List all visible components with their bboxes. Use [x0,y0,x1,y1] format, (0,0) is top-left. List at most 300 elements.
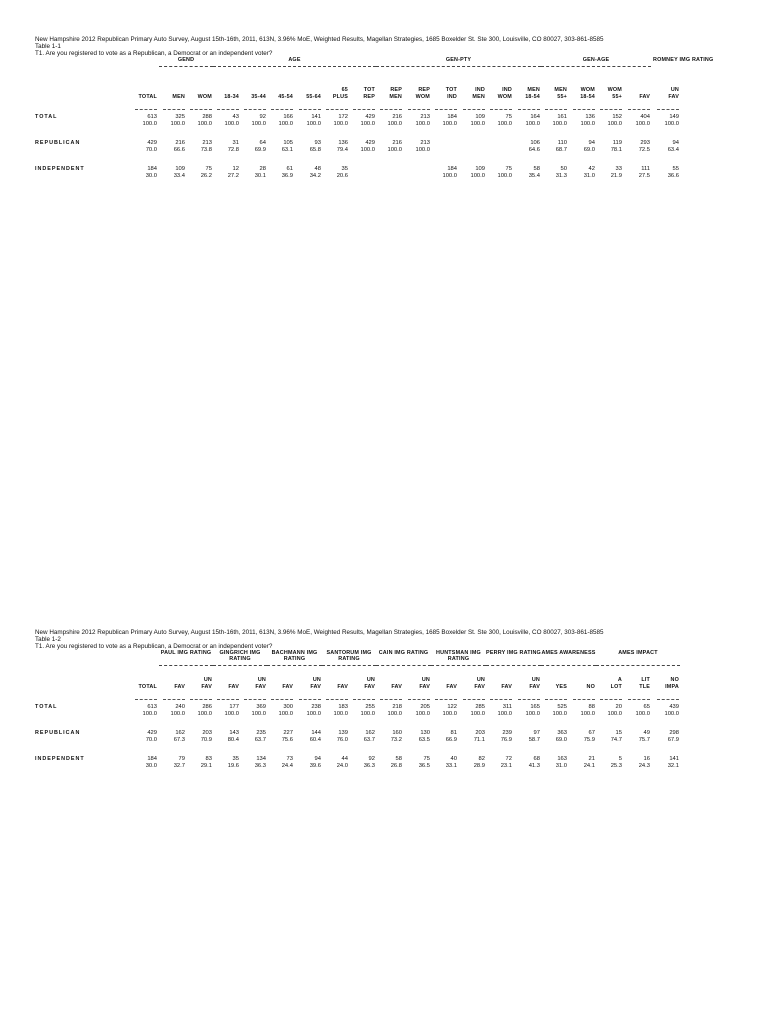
percent-cell: 100.0 [442,173,457,179]
row-label: INDEPENDENT [35,166,85,172]
percent-cell: 100.0 [635,711,650,717]
count-cell: 58 [395,756,402,762]
percent-cell: 73.8 [200,147,212,153]
count-cell: 130 [420,730,430,736]
percent-cell: 33.1 [445,763,457,769]
column-header: REP [418,87,430,93]
count-cell: 163 [557,756,567,762]
row-label: REPUBLICAN [35,140,81,146]
group-underline [431,665,486,666]
column-header: FAV [201,684,212,690]
percent-cell: 39.6 [309,763,321,769]
header-rule [545,109,567,110]
count-cell: 31 [232,140,239,146]
column-group-label: CAIN IMG RATING [378,650,429,656]
percent-cell: 32.1 [667,763,679,769]
header-rule [163,109,185,110]
count-cell: 42 [588,166,595,172]
count-cell: 44 [341,756,348,762]
column-header: REP [390,87,402,93]
count-cell: 164 [530,114,540,120]
count-cell: 311 [502,704,512,710]
header-rule [463,699,485,700]
percent-cell: 69.0 [555,737,567,743]
percent-cell: 71.1 [473,737,485,743]
percent-cell: 100.0 [415,121,430,127]
header-rule [299,699,321,700]
column-header: MEN [389,94,402,100]
header-rule [600,699,622,700]
count-cell: 92 [368,756,375,762]
header-rule [657,109,679,110]
column-header: 18-54 [580,94,595,100]
percent-cell: 30.0 [145,763,157,769]
column-header: FAV [282,684,293,690]
column-header: FAV [474,684,485,690]
header-rule [518,109,540,110]
column-header: FAV [228,684,239,690]
count-cell: 61 [286,166,293,172]
count-cell: 109 [175,166,185,172]
column-header: FAV [337,684,348,690]
table-id: Table 1-2 [35,636,61,643]
count-cell: 184 [447,114,457,120]
percent-cell: 100.0 [415,147,430,153]
column-group-label: GEN-AGE [582,57,610,63]
count-cell: 67 [588,730,595,736]
percent-cell: 36.5 [418,763,430,769]
group-underline [596,665,680,666]
count-cell: 75 [423,756,430,762]
percent-cell: 100.0 [251,121,266,127]
column-group-label: PERRY IMG RATING [486,650,541,656]
percent-cell: 100.0 [387,711,402,717]
column-header: 45-54 [278,94,293,100]
column-header: MEN [172,94,185,100]
count-cell: 184 [147,166,157,172]
percent-cell: 100.0 [470,173,485,179]
count-cell: 141 [311,114,321,120]
column-header: IND [475,87,485,93]
count-cell: 105 [283,140,293,146]
percent-cell: 36.6 [667,173,679,179]
column-header: MEN [554,87,567,93]
column-header: NO [670,677,679,683]
header-rule [628,109,650,110]
count-cell: 161 [557,114,567,120]
percent-cell: 100.0 [470,711,485,717]
percent-cell: 74.7 [610,737,622,743]
percent-cell: 100.0 [664,121,679,127]
count-cell: 72 [505,756,512,762]
count-cell: 79 [178,756,185,762]
count-cell: 298 [669,730,679,736]
percent-cell: 19.6 [227,763,239,769]
group-underline [159,665,213,666]
percent-cell: 100.0 [278,121,293,127]
column-header: UN [366,677,375,683]
row-label: INDEPENDENT [35,756,85,762]
count-cell: 143 [229,730,239,736]
count-cell: 55 [672,166,679,172]
column-header: UN [531,677,540,683]
percent-cell: 31.0 [555,763,567,769]
group-underline [267,665,322,666]
count-cell: 16 [643,756,650,762]
group-underline [541,665,596,666]
percent-cell: 67.3 [173,737,185,743]
count-cell: 162 [365,730,375,736]
column-group-label: GINGRICH IMG RATING [219,650,261,663]
header-rule [135,699,157,700]
header-rule [657,699,679,700]
column-header: FAV [419,684,430,690]
column-header: UN [476,677,485,683]
count-cell: 134 [256,756,266,762]
percent-cell: 100.0 [635,121,650,127]
header-rule [435,699,457,700]
count-cell: 162 [175,730,185,736]
column-header: FAV [501,684,512,690]
count-cell: 205 [420,704,430,710]
percent-cell: 100.0 [442,121,457,127]
percent-cell: 100.0 [497,711,512,717]
count-cell: 43 [232,114,239,120]
column-group-label: PAUL IMG RATING [160,650,212,656]
count-cell: 255 [365,704,375,710]
percent-cell: 24.0 [336,763,348,769]
header-rule [163,699,185,700]
column-header: 65 [341,87,348,93]
survey-header: New Hampshire 2012 Republican Primary Auto Survey, August 15th-16th, 2011, 613N, 3.96% MoE, Weighted Results, Magellan Strategies, 1685 Boxelder St. Ste 300, Louisville, CO 80027, 303-861-8585 [35,36,604,43]
column-header: UN [312,677,321,683]
header-rule [217,109,239,110]
count-cell: 288 [202,114,212,120]
column-header: WOM [197,94,212,100]
column-header: IND [447,94,457,100]
group-underline [213,66,376,67]
column-header: FAV [364,684,375,690]
count-cell: 122 [447,704,457,710]
percent-cell: 100.0 [306,121,321,127]
count-cell: 82 [478,756,485,762]
row-label: TOTAL [35,114,58,120]
percent-cell: 33.4 [173,173,185,179]
percent-cell: 69.9 [254,147,266,153]
column-group-label: AMES IMPACT [618,650,658,656]
count-cell: 48 [314,166,321,172]
row-label: REPUBLICAN [35,730,81,736]
header-rule [271,109,293,110]
count-cell: 285 [475,704,485,710]
percent-cell: 63.5 [418,737,430,743]
count-cell: 429 [365,140,375,146]
count-cell: 136 [585,114,595,120]
column-group-label: BACHMANN IMG RATING [271,650,318,663]
column-header: WOM [497,94,512,100]
count-cell: 369 [256,704,266,710]
count-cell: 92 [259,114,266,120]
count-cell: 238 [311,704,321,710]
header-rule [435,109,457,110]
percent-cell: 28.9 [473,763,485,769]
column-header: LOT [610,684,622,690]
count-cell: 20 [615,704,622,710]
count-cell: 613 [147,704,157,710]
count-cell: 218 [392,704,402,710]
header-rule [408,109,430,110]
column-header: 35-44 [251,94,266,100]
column-header: FAV [310,684,321,690]
percent-cell: 69.0 [583,147,595,153]
percent-cell: 75.6 [281,737,293,743]
percent-cell: 100.0 [224,121,239,127]
percent-cell: 21.9 [610,173,622,179]
count-cell: 184 [147,756,157,762]
count-cell: 149 [669,114,679,120]
column-header: TLE [639,684,650,690]
percent-cell: 63.4 [667,147,679,153]
header-rule [490,699,512,700]
percent-cell: 100.0 [142,711,157,717]
column-header: FAV [529,684,540,690]
percent-cell: 100.0 [497,173,512,179]
percent-cell: 31.3 [555,173,567,179]
count-cell: 183 [338,704,348,710]
question-text: T1. Are you registered to vote as a Republican, a Democrat or an independent voter? [35,643,273,650]
percent-cell: 100.0 [552,711,567,717]
group-underline [376,665,431,666]
count-cell: 429 [147,140,157,146]
count-cell: 88 [588,704,595,710]
count-cell: 111 [641,166,650,172]
percent-cell: 76.9 [500,737,512,743]
count-cell: 439 [669,704,679,710]
column-header: MEN [527,87,540,93]
percent-cell: 26.8 [390,763,402,769]
percent-cell: 67.9 [667,737,679,743]
count-cell: 216 [175,140,185,146]
percent-cell: 65.8 [309,147,321,153]
column-header: 55+ [612,94,622,100]
count-cell: 12 [232,166,239,172]
percent-cell: 100.0 [278,711,293,717]
count-cell: 21 [588,756,595,762]
count-cell: 94 [588,140,595,146]
header-rule [628,699,650,700]
percent-cell: 100.0 [580,711,595,717]
count-cell: 75 [505,114,512,120]
header-rule [380,109,402,110]
count-cell: 166 [283,114,293,120]
percent-cell: 100.0 [387,121,402,127]
column-header: FAV [255,684,266,690]
header-rule [244,699,266,700]
count-cell: 119 [612,140,622,146]
percent-cell: 64.6 [528,147,540,153]
percent-cell: 100.0 [170,121,185,127]
column-header: FAV [668,94,679,100]
percent-cell: 80.4 [227,737,239,743]
count-cell: 144 [311,730,321,736]
count-cell: 136 [338,140,348,146]
percent-cell: 100.0 [387,147,402,153]
count-cell: 613 [147,114,157,120]
count-cell: 81 [450,730,457,736]
header-rule [217,699,239,700]
header-rule [380,699,402,700]
count-cell: 203 [202,730,212,736]
percent-cell: 100.0 [333,711,348,717]
column-header: UN [670,87,679,93]
count-cell: 93 [314,140,321,146]
percent-cell: 100.0 [224,711,239,717]
count-cell: 235 [256,730,266,736]
column-group-label: SANTORUM IMG RATING [326,650,372,663]
count-cell: 203 [475,730,485,736]
percent-cell: 100.0 [607,711,622,717]
column-header: 55-64 [306,94,321,100]
header-rule [353,109,375,110]
header-rule [135,109,157,110]
count-cell: 177 [229,704,239,710]
count-cell: 75 [505,166,512,172]
percent-cell: 72.5 [638,147,650,153]
count-cell: 293 [640,140,650,146]
header-rule [190,699,212,700]
count-cell: 97 [533,730,540,736]
column-header: A [617,677,622,683]
count-cell: 33 [615,166,622,172]
percent-cell: 78.1 [610,147,622,153]
count-cell: 429 [365,114,375,120]
count-cell: 213 [202,140,212,146]
count-cell: 35 [232,756,239,762]
column-header: UN [203,677,212,683]
count-cell: 160 [392,730,402,736]
count-cell: 83 [205,756,212,762]
count-cell: 65 [643,704,650,710]
column-group-label: GEND [177,57,195,63]
count-cell: 40 [450,756,457,762]
percent-cell: 100.0 [360,121,375,127]
column-header: LIT [641,677,650,683]
header-rule [326,109,348,110]
column-header: WOM [415,94,430,100]
percent-cell: 100.0 [170,711,185,717]
column-group-label: ROMNEY IMG RATING [653,57,714,63]
count-cell: 49 [643,730,650,736]
count-cell: 363 [557,730,567,736]
percent-cell: 79.4 [336,147,348,153]
percent-cell: 70.9 [200,737,212,743]
count-cell: 227 [283,730,293,736]
column-header: IMPA [665,684,679,690]
column-header: FAV [446,684,457,690]
count-cell: 525 [557,704,567,710]
column-group-label: AMES AWARENESS [541,650,596,656]
header-rule [545,699,567,700]
count-cell: 35 [341,166,348,172]
percent-cell: 100.0 [197,121,212,127]
header-rule [299,109,321,110]
percent-cell: 100.0 [552,121,567,127]
percent-cell: 100.0 [415,711,430,717]
percent-cell: 100.0 [251,711,266,717]
count-cell: 50 [560,166,567,172]
count-cell: 15 [615,730,622,736]
group-underline [322,665,376,666]
percent-cell: 31.0 [583,173,595,179]
count-cell: 216 [392,140,402,146]
percent-cell: 100.0 [333,121,348,127]
percent-cell: 100.0 [470,121,485,127]
percent-cell: 100.0 [306,711,321,717]
column-group-label: GEN-PTY [445,57,472,63]
percent-cell: 58.7 [528,737,540,743]
count-cell: 429 [147,730,157,736]
count-cell: 28 [259,166,266,172]
percent-cell: 30.0 [145,173,157,179]
count-cell: 94 [314,756,321,762]
percent-cell: 63.1 [281,147,293,153]
header-rule [190,109,212,110]
percent-cell: 20.6 [336,173,348,179]
percent-cell: 100.0 [497,121,512,127]
percent-cell: 72.8 [227,147,239,153]
column-header: TOTAL [138,684,157,690]
column-group-label: HUNTSMAN IMG RATING [436,650,481,663]
header-rule [490,109,512,110]
percent-cell: 100.0 [142,121,157,127]
count-cell: 213 [420,114,430,120]
column-header: YES [555,684,567,690]
count-cell: 109 [475,114,485,120]
percent-cell: 24.1 [583,763,595,769]
column-header: NO [586,684,595,690]
percent-cell: 29.1 [200,763,212,769]
count-cell: 404 [640,114,650,120]
percent-cell: 36.3 [363,763,375,769]
count-cell: 64 [259,140,266,146]
table-id: Table 1-1 [35,43,61,50]
percent-cell: 36.9 [281,173,293,179]
percent-cell: 100.0 [580,121,595,127]
column-group-label: AGE [288,57,301,63]
count-cell: 94 [672,140,679,146]
count-cell: 239 [502,730,512,736]
count-cell: 106 [530,140,540,146]
percent-cell: 100.0 [360,147,375,153]
header-rule [463,109,485,110]
column-header: 18-54 [525,94,540,100]
column-header: 55+ [557,94,567,100]
header-rule [244,109,266,110]
percent-cell: 66.9 [445,737,457,743]
header-rule [353,699,375,700]
count-cell: 216 [392,114,402,120]
percent-cell: 100.0 [360,711,375,717]
count-cell: 213 [420,140,430,146]
percent-cell: 26.2 [200,173,212,179]
count-cell: 139 [338,730,348,736]
count-cell: 110 [557,140,567,146]
header-rule [600,109,622,110]
percent-cell: 76.0 [336,737,348,743]
row-label: TOTAL [35,704,58,710]
group-underline [159,66,213,67]
column-header: PLUS [332,94,348,100]
